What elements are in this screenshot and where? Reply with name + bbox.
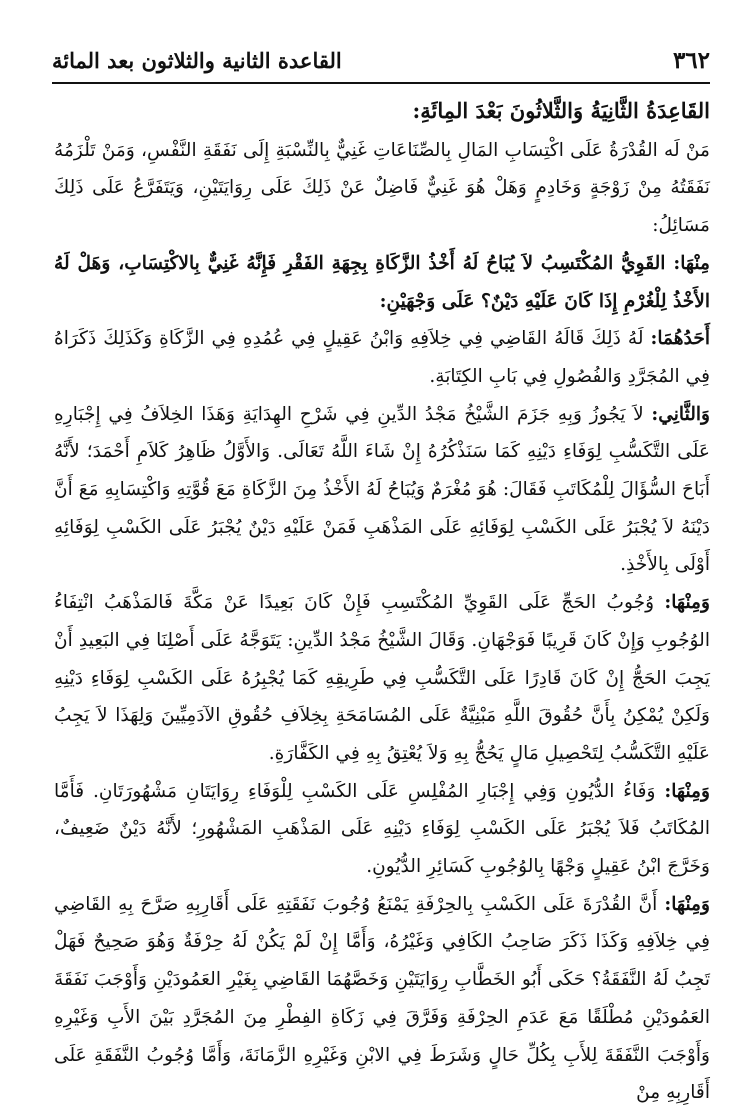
paragraph-text: وُجُوبُ الحَجِّ عَلَى القَوِيِّ المُكْتَسِبِ فَإِنْ كَانَ بَعِيدًا عَنْ مَكَّةَ فَالمَذْهَبُ انْتِفَاءُ الوُجُوبِ وَإِنْ كَانَ قَرِيبًا فَوَجْهَانِ. وَقَالَ الشَّيْخُ مَجْدُ الدِّينِ: يَتَوَجَّهُ عَلَى أَصْلِنَا فِي البَعِيدِ أَنْ يَجِبَ الحَجُّ إِنْ كَانَ قَادِرًا عَلَى التَّكَسُّبِ فِي طَرِيقِهِ كَمَا يُجْبِرُهُ عَلَى الكَسْبِ لِوَفَاءِ دَيْنِهِ وَلَكِنْ يُمْكِنُ بِأَنَّ حُقُوقَ اللَّهِ مَبْنِيَّةٌ عَلَى المُسَامَحَةِ بِخِلاَفِ حُقُوقِ الآدَمِيِّينَ وَلِهَذَا لاَ يَجِبُ عَلَيْهِ التَّكَسُّبُ لِتَحْصِيلِ مَالٍ يَحُجُّ بِهِ وَلاَ يُعْتِقُ بِهِ فِي الكَفَّارَةِ. [54,592,710,764]
paragraph [54,886,710,1112]
paragraph-text: القَوِيُّ المُكْتَسِبُ لاَ يُبَاحُ لَهُ أَخْذُ الزَّكَاةِ بِجِهَةِ الفَقْرِ فَإِنَّهُ غَنِيٌّ بِالاكْتِسَابِ، وَهَلْ لَهُ الأَخْذُ لِلْغُرْمِ إِذَا كَانَ عَلَيْهِ دَيْنٌ؟ عَلَى وَجْهَيْنِ: [54,252,710,312]
paragraph-text: لاَ يَجُوزُ وَبِهِ جَزَمَ الشَّيْخُ مَجْدُ الدِّينِ فِي شَرْحِ الهِدَايَةِ وَهَذَا الخِلاَفُ فِي إِجْبَارِهِ عَلَى التَّكَسُّبِ لِوَفَاءِ دَيْنِهِ كَمَا سَنَذْكُرُهُ إِنْ شَاءَ اللَّهُ تَعَالَى. وَالأَوَّلُ ظَاهِرُ كَلاَمِ أَحْمَدَ؛ لأَنَّهُ أَبَاحَ السُّؤَالَ لِلْمُكَاتَبِ فَقَالَ: هُوَ مُغْرَمٌ وَيُبَاحُ لَهُ الأَخْذُ مِنَ الزَّكَاةِ مَعَ قُوَّتِهِ وَاكْتِسَابِهِ مَعَ أَنَّ دَيْنَهُ لاَ يُجْبَرُ عَلَى الكَسْبِ لِوَفَائِهِ عَلَى المَذْهَبِ فَمَنْ عَلَيْهِ دَيْنٌ يُجْبَرُ عَلَى الكَسْبِ لِوَفَائِهِ أَوْلَى بِالأَخْذِ. [54,403,710,576]
paragraph-lead: وَمِنْهَا: [664,893,710,915]
paragraph [54,396,710,585]
page-header [52,42,710,78]
paragraph-text: أَنَّ القُدْرَةَ عَلَى الكَسْبِ بِالحِرْفَةِ يَمْنَعُ وُجُوبَ نَفَقَتِهِ عَلَى أَقَارِبِهِ صَرَّحَ بِهِ القَاضِي فِي خِلاَفِهِ وَكَذَا ذَكَرَ صَاحِبُ الكَافِي وَغَيْرُهُ، وَأَمَّا إِنْ لَمْ يَكُنْ لَهُ حِرْفَةٌ وَهُوَ صَحِيحٌ فَهَلْ تَجِبُ لَهُ النَّفَقَةُ؟ حَكَى أَبُو الخَطَّابِ رِوَايَتَيْنِ وَخَصَّهُمَا القَاضِي بِغَيْرِ العَمُودَيْنِ وَأَوْجَبَ نَفَقَةَ العَمُودَيْنِ مُطْلَقًا مَعَ عَدَمِ الحِرْفَةِ وَفَرَّقَ فِي زَكَاةِ الفِطْرِ مِنَ المُجَرَّدِ بَيْنَ الأَبِ وَغَيْرِهِ وَأَوْجَبَ النَّفَقَةَ لِلأَبِ بِكُلِّ حَالٍ وَشَرَطَ فِي الابْنِ وَغَيْرِهِ الزَّمَانَةَ، وَأَمَّا وُجُوبُ النَّفَقَةِ عَلَى أَقَارِبِهِ مِنْ [54,893,710,1104]
paragraph-lead: أَحَدُهُمَا: [650,328,710,350]
paragraph-lead: وَمِنْهَا: [664,780,710,802]
intro-paragraph [54,132,710,245]
paragraph-lead: وَمِنْهَا: [664,592,710,614]
paragraph [54,245,710,320]
section-heading: القَاعِدَةُ الثَّانِيَةُ وَالثَّلاثُونَ بَعْدَ المِائَةِ: [412,98,710,123]
paragraph-lead: وَالثَّانِي: [651,403,710,425]
intro-text: مَنْ لَه القُدْرَةُ عَلَى اكْتِسَابِ المَالِ بِالصِّنَاعَاتِ غَنِيٌّ بِالنِّسْبَةِ إِلَى نَفَقَةِ النَّفْسِ، وَمَنْ تَلْزَمُهُ نَفَقَتُهُ مِنْ زَوْجَةٍ وَخَادِمٍ وَهَلْ هُوَ غَنِيٌّ فَاضِلٌ عَنْ ذَلِكَ عَلَى رِوَايَتَيْنِ، وَيَتَفَرَّعُ عَلَى ذَلِكَ مَسَائِلُ: [54,139,710,237]
header-divider [52,82,710,84]
paragraph [54,320,710,395]
page-body [54,92,710,1104]
running-title: القاعدة الثانية والثلاثون بعد المائة [52,47,342,73]
paragraph-lead: مِنْهَا: [673,252,710,274]
paragraph-text: وَفَاءُ الدُّيُونِ وَفِي إِجْبَارِ المُفْلِسِ عَلَى الكَسْبِ لِلْوَفَاءِ رِوَايَتَانِ مَشْهُورَتَانِ. فَأَمَّا المُكَاتَبُ فَلاَ يُجْبَرُ عَلَى الكَسْبِ لِوَفَاءِ دَيْنِهِ عَلَى المَذْهَبِ المَشْهُورِ؛ لأَنَّهُ دَيْنٌ ضَعِيفٌ، وَخَرَّجَ ابْنُ عَقِيلٍ وَجْهًا بِالوُجُوبِ كَسَائِرِ الدُّيُونِ. [54,780,710,878]
paragraph-text: لَهُ ذَلِكَ قَالَهُ القَاضِي فِي خِلاَفِهِ وَابْنُ عَقِيلٍ فِي عُمُدِهِ فِي الزَّكَاةِ وَكَذَلِكَ ذَكَرَاهُ فِي المُجَرَّدِ وَالفُصُولِ فِي بَابِ الكِتَابَةِ. [54,328,710,387]
paragraph [54,584,710,773]
paragraph [54,773,710,886]
section-heading-paragraph [54,92,710,132]
page-number: ٣٦٢ [672,46,710,74]
